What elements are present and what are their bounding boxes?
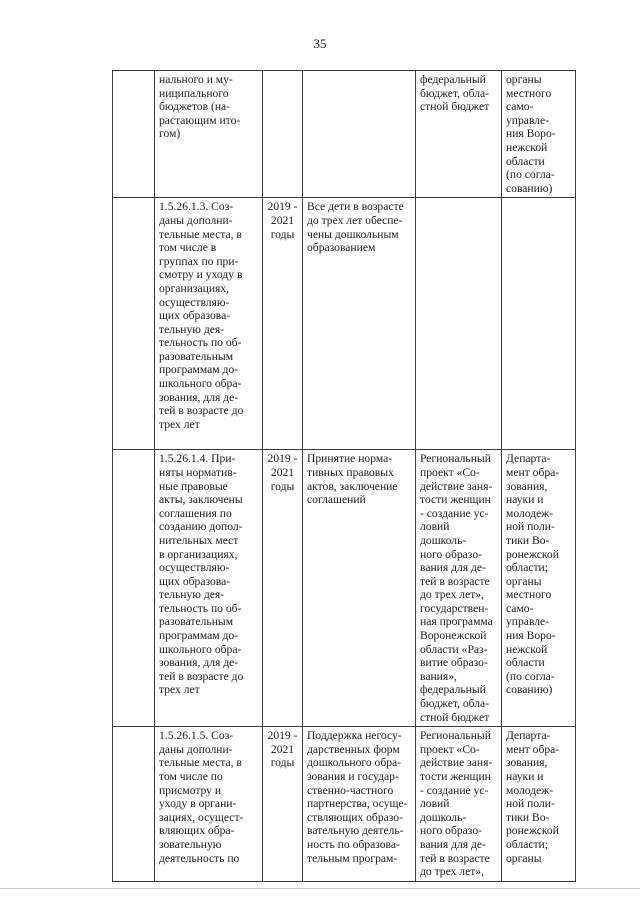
source-cell [416, 727, 502, 882]
table-row [113, 71, 576, 198]
executor-cell [502, 71, 576, 198]
table-row [113, 450, 576, 727]
empty-cell [113, 450, 155, 727]
result-text: Поддержка негосу- дарственных форм дошкольного обра- зования и государ- ственно-частного партнерства, осуще- ствляющих образо- вательную деятель- ность по образова- тельным програм- [307, 729, 408, 865]
years-cell [263, 727, 303, 882]
years-cell [263, 71, 303, 198]
measure-text: 1.5.26.1.3. Соз- даны дополни- тельные места, в том числе в группах по при- смотру и уходу в организациях, осуществляю- щих образова- тельную дея- тельность по об- разовательным программам до- школьного обра- зования, для де- тей в возрасте до трех лет [159, 200, 244, 431]
empty-cell [113, 71, 155, 198]
executor-cell [502, 727, 576, 882]
page-number: 35 [313, 36, 327, 51]
measure-cell [155, 450, 263, 727]
years-text: 2019 - 2021 годы [267, 729, 298, 770]
empty-cell [113, 198, 155, 450]
measure-cell [155, 71, 263, 198]
executor-text: Департа- мент обра- зования, науки и молодеж- ной поли- тики Во- ронежской области; органы местного само- управле- ния Воро- нежской области (по согла- сованию) [506, 452, 560, 697]
result-text: Все дети в возрасте до трех лет обеспе- чены дошкольным образованием [307, 200, 404, 255]
table-row [113, 727, 576, 882]
source-text: федеральный бюджет, обла- стной бюджет [420, 73, 490, 114]
executor-text: органы местного само- управле- ния Воро- нежской области (по согла- сованию) [506, 73, 556, 195]
source-text: Региональный проект «Со- действие заня- тости женщин - создание ус- ловий дошколь- ного образо- вания для де- тей в возрасте до трех лет», [420, 729, 493, 879]
source-cell [416, 198, 502, 450]
result-cell [303, 71, 416, 198]
result-cell [303, 198, 416, 450]
measure-text: 1.5.26.1.5. Соз- даны дополни- тельные места, в том числе по присмотру и уходу в органи- зациях, осущест- вляющих обра- зовательную деятельность по [159, 729, 244, 865]
result-cell [303, 450, 416, 727]
years-text: 2019 - 2021 годы [267, 200, 298, 241]
page-bottom-divider [0, 888, 640, 889]
table-row [113, 198, 576, 450]
source-cell [416, 71, 502, 198]
executor-cell [502, 450, 576, 727]
executor-text: Департа- мент обра- зования, науки и молодеж- ной поли- тики Во- ронежской области; органы [506, 729, 560, 865]
source-text: Региональный проект «Со- действие заня- тости женщин - создание ус- ловий дошколь- ного образо- вания для де- тей в возрасте до трех лет», государствен- ная программа Воронежской области «Раз- витие образо- вания», федеральный бюджет, обла- стной бюджет [420, 452, 493, 724]
years-cell [263, 450, 303, 727]
result-cell [303, 727, 416, 882]
years-text: 2019 - 2021 годы [267, 452, 298, 493]
measure-cell [155, 198, 263, 450]
result-text: Принятие норма- тивных правовых актов, заключение соглашений [307, 452, 398, 507]
measure-cell [155, 727, 263, 882]
years-cell [263, 198, 303, 450]
measure-text: нального и му- ниципального бюджетов (на- растающим ито- гом) [159, 73, 241, 141]
empty-cell [113, 727, 155, 882]
executor-cell [502, 198, 576, 450]
source-cell [416, 450, 502, 727]
measures-table [112, 70, 576, 882]
measure-text: 1.5.26.1.4. При- няты норматив- ные правовые акты, заключены соглашения по созданию допол- нительных мест в организациях, осуществляю- щих образова- тельную дея- тельность по об- разовательным программам до- школьного обра- зования, для де- тей в возрасте до трех лет [159, 452, 244, 697]
